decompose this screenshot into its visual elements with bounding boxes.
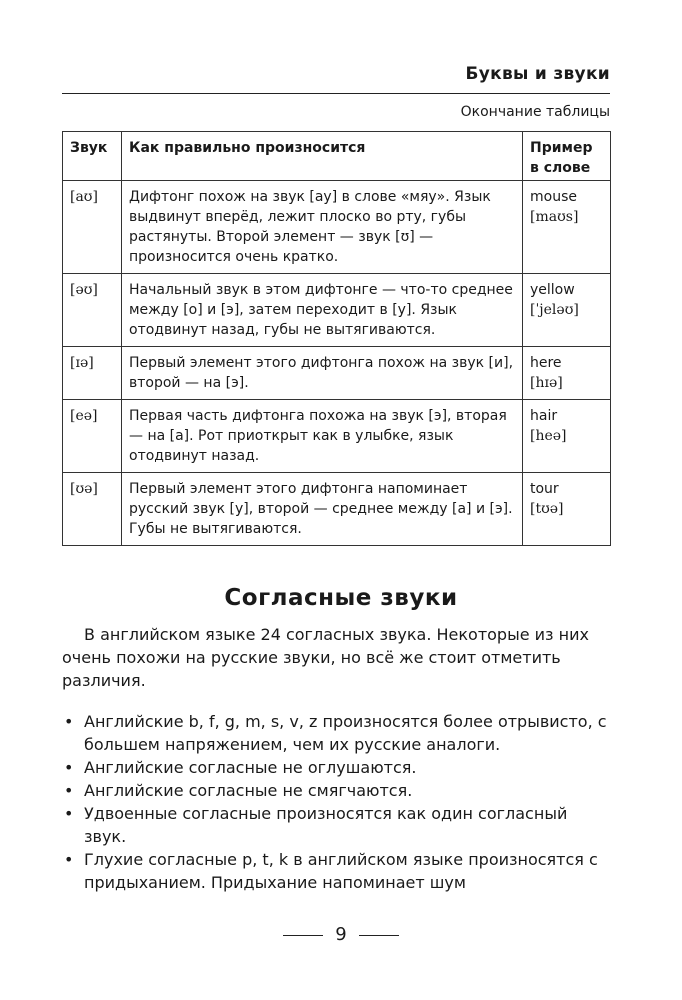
description-cell: Первый элемент этого дифтонга напоминает русский звук [у], второй — среднее между [а] и [э]. Губы не вытягиваются. [122, 473, 523, 546]
list-item [62, 848, 611, 894]
example-transcription: [heə] [530, 428, 567, 444]
example-cell [523, 473, 611, 546]
diphthongs-table [62, 131, 611, 546]
header-example: Пример в слове [523, 132, 611, 181]
bullet-icon: • [64, 850, 74, 869]
list-item-text: Английские b, f, g, m, s, v, z произносятся более отрывисто, с большем напряжением, чем их русские аналоги. [84, 712, 607, 754]
example-word: tour [530, 481, 559, 497]
table-row [63, 181, 611, 274]
bullet-icon: • [64, 712, 74, 731]
page-footer [0, 924, 682, 945]
page-number: 9 [335, 924, 347, 945]
example-cell [523, 181, 611, 274]
header-sound: Звук [63, 132, 122, 181]
example-cell [523, 274, 611, 347]
example-cell [523, 400, 611, 473]
list-item-text: Английские согласные не смягчаются. [84, 781, 413, 800]
list-item [62, 802, 611, 848]
list-item [62, 710, 611, 756]
example-transcription: [hɪə] [530, 375, 563, 391]
footer-rule-left [283, 935, 323, 936]
list-item [62, 779, 611, 802]
table-row [63, 400, 611, 473]
example-word: mouse [530, 189, 577, 205]
list-item [62, 756, 611, 779]
sound-cell: [ɪə] [63, 347, 122, 400]
header-pronunciation: Как правильно произносится [122, 132, 523, 181]
list-item-text: Удвоенные согласные произносятся как один согласный звук. [84, 804, 568, 846]
table-caption: Окончание таблицы [460, 104, 610, 120]
header-divider [62, 93, 610, 94]
example-word: here [530, 355, 562, 371]
intro-text: В английском языке 24 согласных звука. Некоторые из них очень похожи на русские звуки, но всё же стоит отметить различия. [62, 625, 589, 690]
table-row [63, 473, 611, 546]
sound-cell: [eə] [63, 400, 122, 473]
list-item-text: Глухие согласные p, t, k в английском языке произносятся с придыханием. Придыхание напоминает шум [84, 850, 598, 892]
description-cell: Первый элемент этого дифтонга похож на звук [и], второй — на [э]. [122, 347, 523, 400]
running-header-title: Буквы и звуки [465, 64, 610, 84]
description-cell: Дифтонг похож на звук [ау] в слове «мяу». Язык выдвинут вперёд, лежит плоско во рту, губы растянуты. Второй элемент — звук [ʊ] — произносится очень кратко. [122, 181, 523, 274]
bullet-icon: • [64, 781, 74, 800]
sound-cell: [aʊ] [63, 181, 122, 274]
consonant-rules-list [62, 710, 611, 894]
description-cell: Начальный звук в этом дифтонге — что-то среднее между [о] и [э], затем переходит в [у]. Язык отодвинут назад, губы не вытягиваются. [122, 274, 523, 347]
footer-rule-right [359, 935, 399, 936]
bullet-icon: • [64, 804, 74, 823]
bullet-icon: • [64, 758, 74, 777]
example-cell [523, 347, 611, 400]
example-transcription: [tʊə] [530, 501, 564, 517]
description-cell: Первая часть дифтонга похожа на звук [э], вторая — на [а]. Рот приоткрыт как в улыбке, язык отодвинут назад. [122, 400, 523, 473]
list-item-text: Английские согласные не оглушаются. [84, 758, 417, 777]
table-header-row [63, 132, 611, 181]
section-title: Согласные звуки [224, 585, 458, 611]
sound-cell: [əʊ] [63, 274, 122, 347]
example-word: yellow [530, 282, 575, 298]
sound-cell: [ʊə] [63, 473, 122, 546]
table-row [63, 347, 611, 400]
example-word: hair [530, 408, 558, 424]
intro-paragraph [62, 623, 611, 692]
example-transcription: [ˈjeləʊ] [530, 302, 579, 318]
table-row [63, 274, 611, 347]
example-transcription: [maʊs] [530, 209, 579, 225]
